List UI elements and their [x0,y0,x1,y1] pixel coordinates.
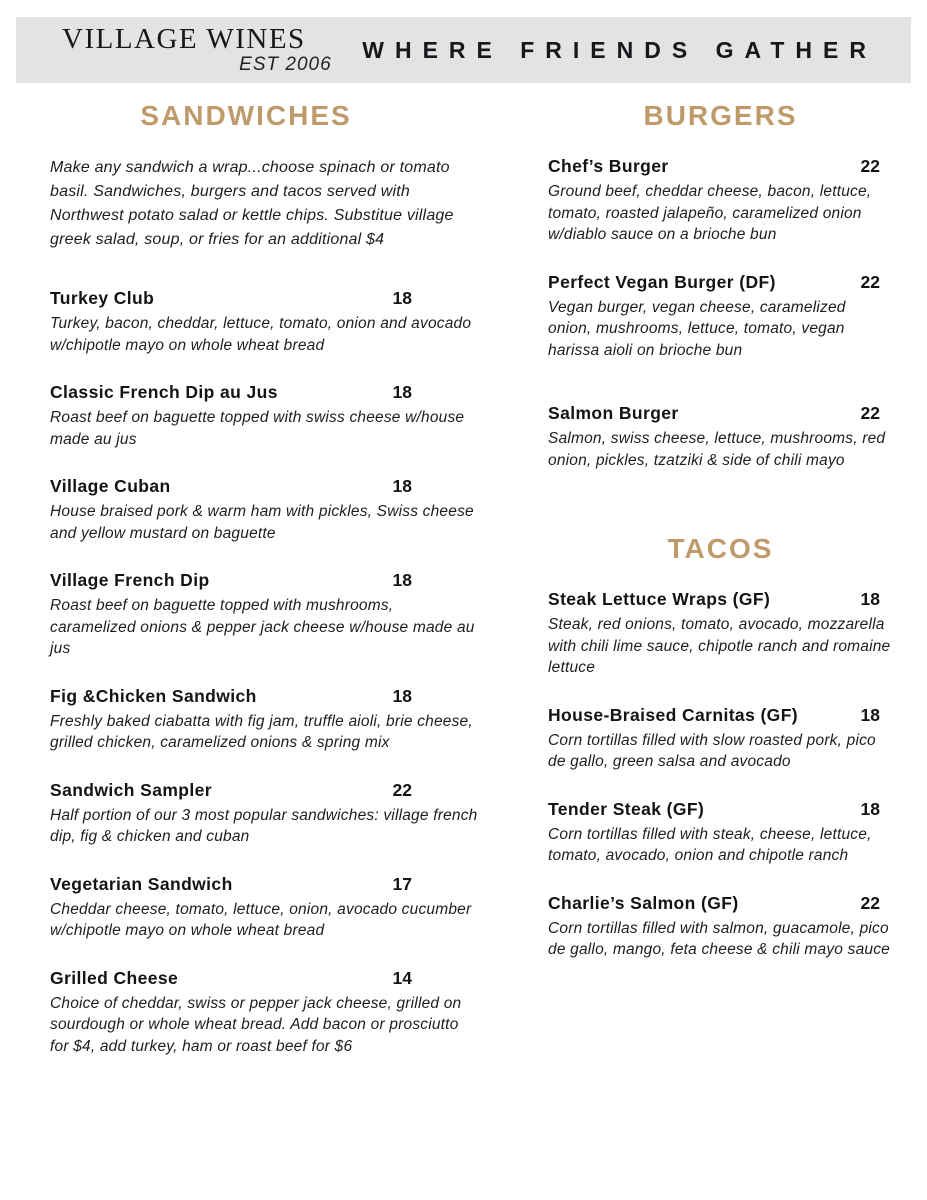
item-name: Charlie’s Salmon (GF) [548,892,739,913]
section-title-burgers: BURGERS [643,100,798,131]
menu-item-fig-chicken [50,686,478,754]
item-name: Classic French Dip au Jus [50,382,278,402]
item-name: Village Cuban [50,476,171,496]
item-name: Vegetarian Sandwich [50,873,233,894]
menu-item-turkey-club [50,288,478,356]
item-price: 22 [392,779,412,800]
item-description: Roast beef on baguette topped with swiss cheese w/house made au jus [50,409,465,448]
sandwiches-column [50,100,478,1083]
item-price: 18 [392,476,412,496]
menu-item-vegan-burger [548,272,893,362]
item-description: Corn tortillas filled with steak, cheese, lettuce, tomato, avocado, onion and chipotle ranch [548,825,872,864]
brand-established: EST 2006 [239,54,332,76]
item-price: 18 [860,704,880,725]
item-description: Corn tortillas filled with slow roasted pork, pico de gallo, green salsa and avocado [548,731,876,770]
header-tagline: WHERE FRIENDS GATHER [362,36,877,63]
item-name: Tender Steak (GF) [548,798,705,819]
menu-item-village-cuban [50,476,478,544]
item-price: 18 [392,288,412,308]
item-description: Corn tortillas filled with salmon, guacamole, pico de gallo, mango, feta cheese & chili mayo sauce [548,919,890,958]
menu-body [50,100,891,1083]
item-description: House braised pork & warm ham with pickles, Swiss cheese and yellow mustard on baguette [50,503,474,542]
section-title-sandwiches: SANDWICHES [140,100,352,131]
menu-item-chefs-burger [548,156,893,246]
menu-item-tender-steak [548,799,893,867]
menu-item-carnitas [548,705,893,773]
item-price: 18 [392,382,412,402]
item-description: Half portion of our 3 most popular sandwiches: village french dip, fig & chicken and cuban [50,806,478,845]
item-name: Salmon Burger [548,403,679,423]
item-description: Steak, red onions, tomato, avocado, mozzarella with chili lime sauce, chipotle ranch and romaine lettuce [548,616,891,676]
item-description: Ground beef, cheddar cheese, bacon, lettuce, tomato, roasted jalapeño, caramelized onion w/diablo sauce on a brioche bun [548,183,872,243]
item-name: House-Braised Carnitas (GF) [548,704,799,725]
tacos-section [548,533,893,961]
item-price: 22 [860,271,880,292]
item-name: Village French Dip [50,570,210,590]
item-name: Turkey Club [50,288,155,308]
item-price: 18 [392,685,412,706]
item-price: 18 [860,798,880,819]
menu-item-grilled-cheese [50,968,478,1058]
item-name: Fig &Chicken Sandwich [50,685,257,706]
item-name: Perfect Vegan Burger (DF) [548,271,776,292]
item-name: Sandwich Sampler [50,779,213,800]
item-price: 22 [860,156,880,176]
item-name: Steak Lettuce Wraps (GF) [548,589,771,609]
item-description: Turkey, bacon, cheddar, lettuce, tomato, onion and avocado w/chipotle mayo on whole wheat bread [50,315,472,354]
item-description: Freshly baked ciabatta with fig jam, truffle aioli, brie cheese, grilled chicken, caramelized onions & spring mix [50,712,473,751]
item-name: Chef’s Burger [548,156,669,176]
menu-item-classic-french-dip [50,382,478,450]
item-description: Vegan burger, vegan cheese, caramelized onion, mushrooms, lettuce, tomato, vegan harissa aioli on brioche bun [548,298,846,359]
brand-name: VILLAGE WINES [62,22,306,55]
item-price: 14 [392,967,412,988]
item-description: Roast beef on baguette topped with mushrooms, caramelized onions & pepper jack cheese w/house made au jus [50,597,475,657]
item-price: 22 [860,403,880,423]
item-description: Salmon, swiss cheese, lettuce, mushrooms, red onion, pickles, tzatziki & side of chili mayo [548,430,886,469]
item-price: 18 [860,589,880,609]
item-price: 17 [392,873,412,894]
item-description: Choice of cheddar, swiss or pepper jack cheese, grilled on sourdough or whole wheat bread. Add bacon or prosciutto for $4, add turkey, ham or roast beef for $6 [50,994,462,1055]
menu-item-salmon-burger [548,403,893,471]
section-title-tacos: TACOS [667,533,774,564]
menu-item-steak-lettuce-wraps [548,589,893,679]
menu-item-vegetarian-sandwich [50,874,478,942]
header-bar [16,17,911,83]
sandwiches-intro: Make any sandwich a wrap...choose spinach or tomato basil. Sandwiches, burgers and tacos served with Northwest potato salad or kettle chips. Substitue village greek salad, soup, or fries for an additional $4 [50,159,454,248]
menu-item-village-french-dip [50,570,478,660]
item-name: Grilled Cheese [50,967,179,988]
brand-block [62,22,332,76]
item-description: Cheddar cheese, tomato, lettuce, onion, avocado cucumber w/chipotle mayo on whole wheat bread [50,900,472,939]
menu-item-sandwich-sampler [50,780,478,848]
item-price: 18 [392,570,412,590]
item-price: 22 [860,892,880,913]
menu-item-charlies-salmon [548,893,893,961]
burgers-tacos-column [548,100,893,1083]
